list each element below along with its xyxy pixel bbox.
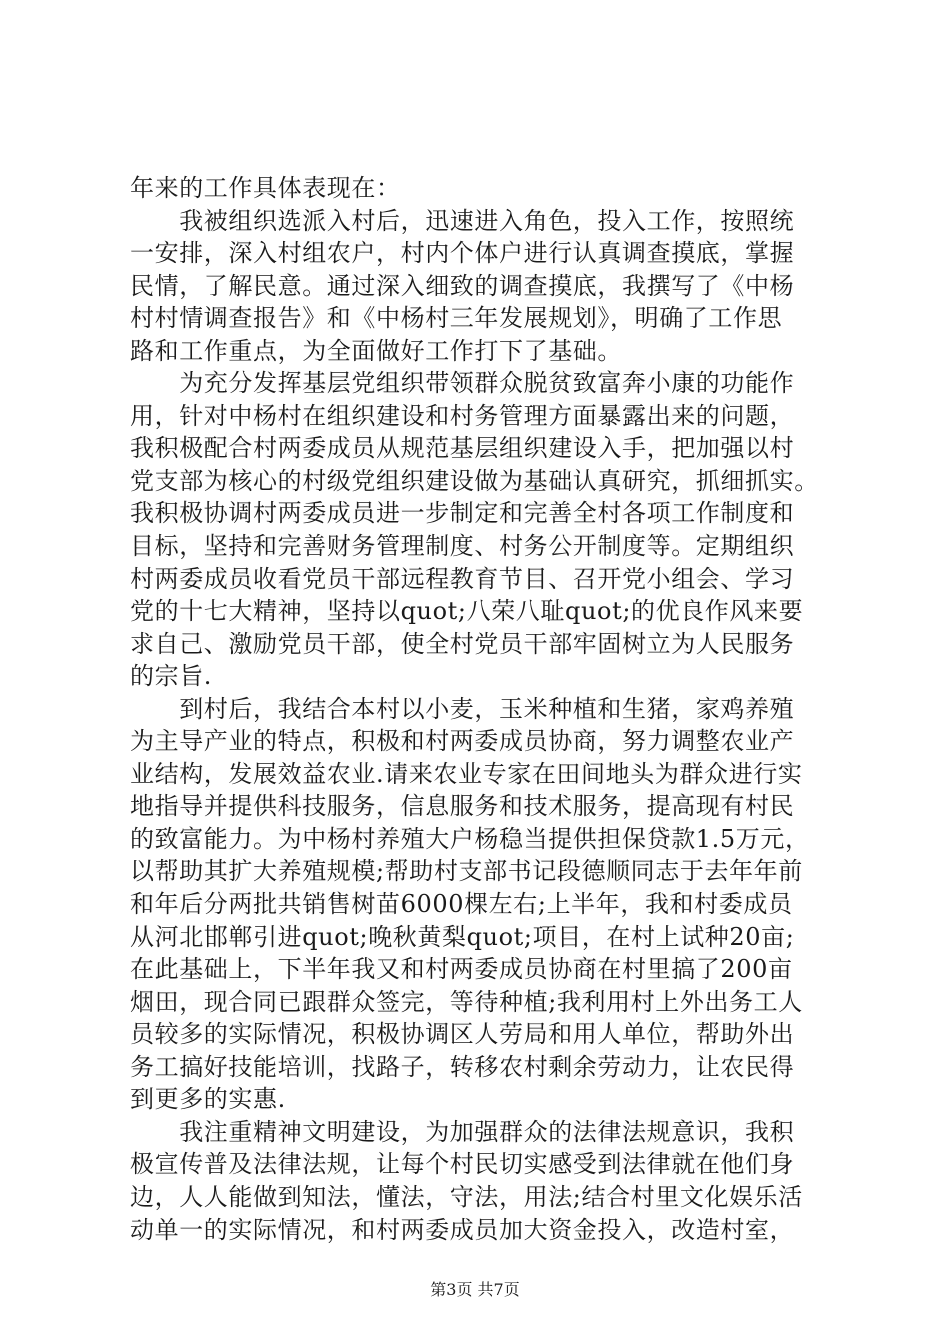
text-line: 极宣传普及法律法规，让每个村民切实感受到法律就在他们身 [130,1150,795,1179]
text-line: 的宗旨. [130,662,213,691]
text-line: 的致富能力。为中杨村养殖大户杨稳当提供担保贷款1.5万元， [130,824,810,853]
text-line: 一安排，深入村组农户，村内个体户进行认真调查摸底，掌握 [130,239,795,268]
text-line: 在此基础上，下半年我又和村两委成员协商在村里搞了200亩 [130,955,793,984]
text-line: 路和工作重点，为全面做好工作打下了基础。 [130,336,622,365]
text-line: 我积极协调村两委成员进一步制定和完善全村各项工作制度和 [130,499,795,528]
page-number-label: 第3页 共7页 [430,1280,520,1299]
text-line: 民情，了解民意。通过深入细致的调查摸底，我撰写了《中杨 [130,271,795,300]
body-text [130,172,830,1246]
text-line: 为充分发挥基层党组织带领群众脱贫致富奔小康的功能作 [130,369,795,398]
text-line: 村村情调查报告》和《中杨村三年发展规划》，明确了工作思 [130,304,783,333]
text-line: 我积极配合村两委成员从规范基层组织建设入手，把加强以村 [130,434,795,463]
text-line: 我注重精神文明建设，为加强群众的法律法规意识，我积 [130,1117,795,1146]
text-line: 党的十七大精神，坚持以quot;八荣八耻quot;的优良作风来要 [130,597,804,626]
text-line: 到更多的实惠. [130,1085,286,1114]
text-line: 从河北邯郸引进quot;晚秋黄梨quot;项目，在村上试种20亩; [130,922,795,951]
text-line: 为主导产业的特点，积极和村两委成员协商，努力调整农业产 [130,727,795,756]
text-line: 目标，坚持和完善财务管理制度、村务公开制度等。定期组织 [130,532,795,561]
text-line: 我被组织选派入村后，迅速进入角色，投入工作，按照统 [130,206,795,235]
text-line: 员较多的实际情况，积极协调区人劳局和用人单位，帮助外出 [130,1020,795,1049]
text-line: 务工搞好技能培训，找路子，转移农村剩余劳动力，让农民得 [130,1052,795,1081]
text-line: 村两委成员收看党员干部远程教育节目、召开党小组会、学习 [130,564,795,593]
text-line: 党支部为核心的村级党组织建设做为基础认真研究，抓细抓实。 [130,466,819,495]
text-line: 烟田，现合同已跟群众签完，等待种植;我利用村上外出务工人 [130,987,803,1016]
text-line: 求自己、激励党员干部，使全村党员干部牢固树立为人民服务 [130,629,795,658]
text-line: 地指导并提供科技服务，信息服务和技术服务，提高现有村民 [130,792,795,821]
text-line: 用，针对中杨村在组织建设和村务管理方面暴露出来的问题， [130,401,795,430]
text-line: 边，人人能做到知法，懂法，守法，用法;结合村里文化娱乐活 [130,1182,803,1211]
text-line: 到村后，我结合本村以小麦，玉米种植和生猪，家鸡养殖 [130,694,795,723]
page-footer [0,1280,950,1300]
text-line: 以帮助其扩大养殖规模;帮助村支部书记段德顺同志于去年年前 [130,857,803,886]
text-line: 业结构，发展效益农业.请来农业专家在田间地头为群众进行实 [130,759,803,788]
text-line: 动单一的实际情况，和村两委成员加大资金投入，改造村室， [130,1215,795,1244]
text-line: 年来的工作具体表现在： [130,174,401,202]
text-line: 和年后分两批共销售树苗6000棵左右;上半年，我和村委成员 [130,890,793,919]
